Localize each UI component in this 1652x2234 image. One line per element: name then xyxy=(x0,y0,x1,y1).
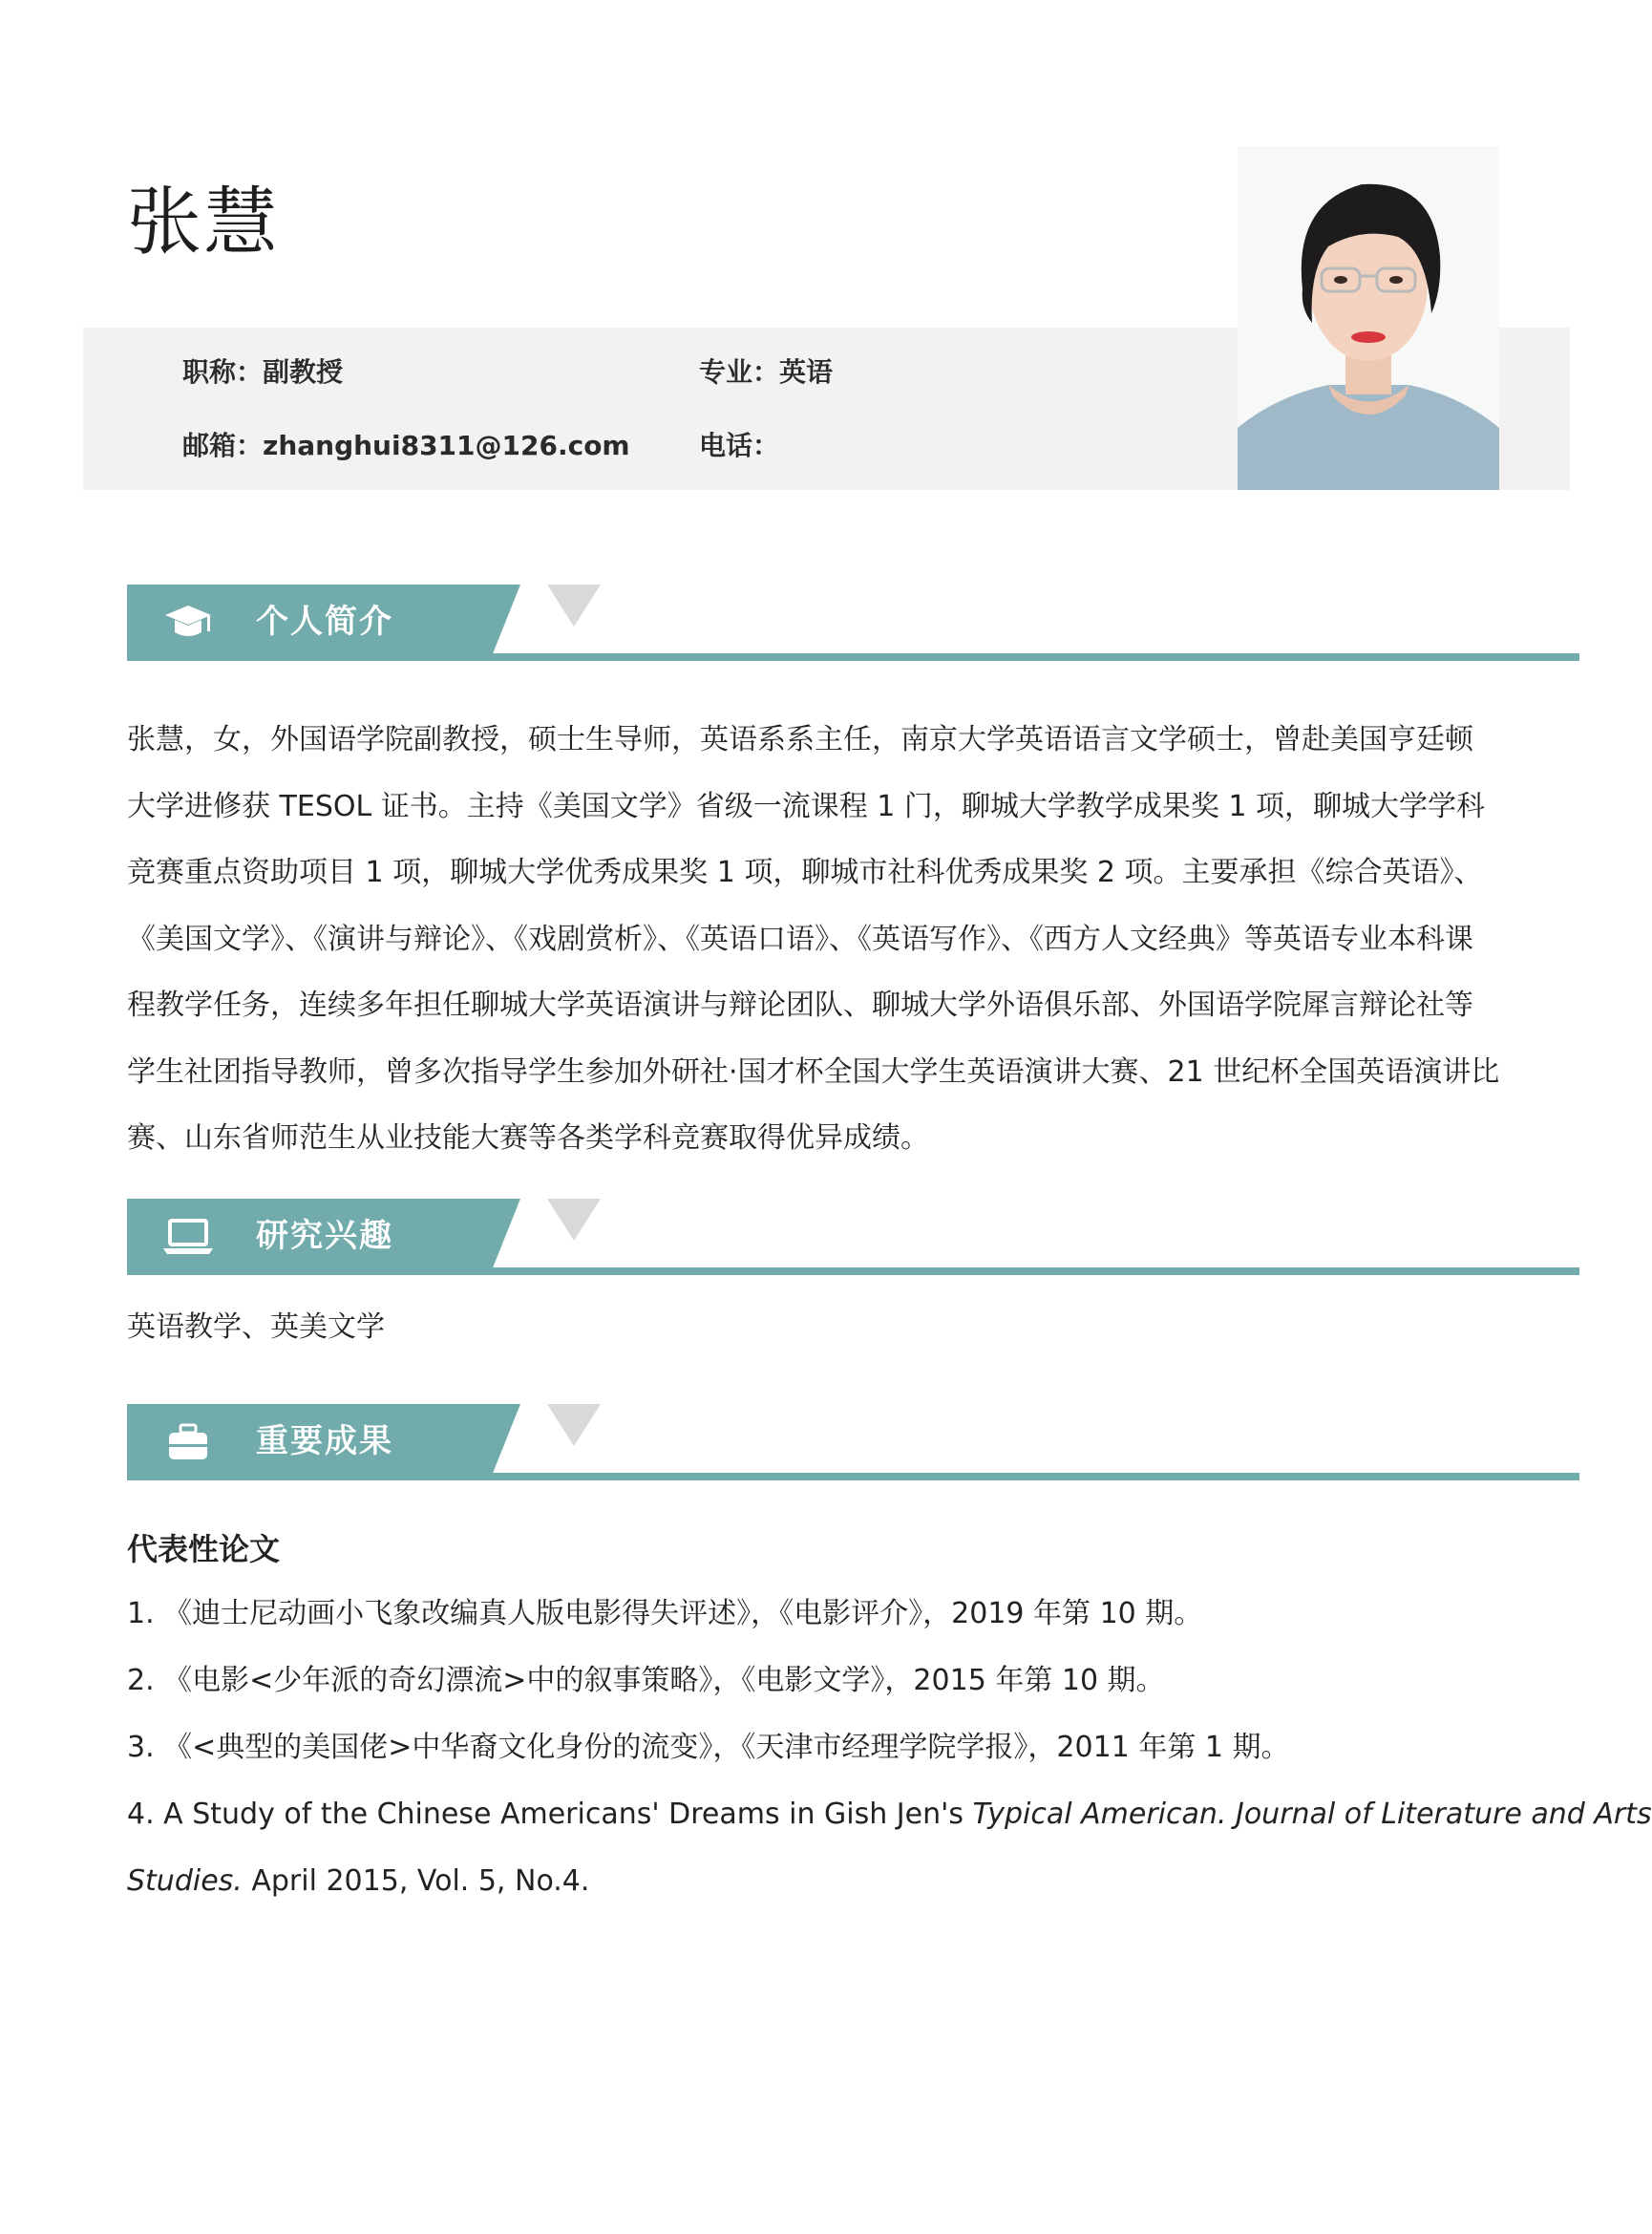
paper-item: 1. 《迪士尼动画小飞象改编真人版电影得失评述》，《电影评介》，2019 年第 10 期。 xyxy=(127,1597,1203,1630)
section-header-achievements xyxy=(127,1404,1579,1480)
title-field xyxy=(182,353,343,392)
graduation-cap-icon xyxy=(161,602,215,644)
major-value: 英语 xyxy=(779,356,834,388)
title-label: 职称： xyxy=(182,356,264,388)
paper-item-4-continued xyxy=(127,1862,589,1901)
phone-field xyxy=(699,427,779,465)
section-header-research xyxy=(127,1199,1579,1275)
section-title-intro: 个人简介 xyxy=(256,603,393,641)
section-title-research: 研究兴趣 xyxy=(256,1217,393,1255)
intro-line: 程教学任务，连续多年担任聊城大学英语演讲与辩论团队、聊城大学外语俱乐部、外国语学院犀言辩论社等 xyxy=(127,989,1473,1022)
portrait-photo xyxy=(1238,146,1499,490)
intro-line: 《美国文学》、《演讲与辩论》、《戏剧赏析》、《英语口语》、《英语写作》、《西方人文经典》等英语专业本科课 xyxy=(127,922,1473,956)
paper4-suffix: April 2015, Vol. 5, No.4. xyxy=(242,1864,590,1898)
paper4-journal: Typical American. Journal of Literature and Arts xyxy=(972,1798,1652,1831)
intro-line: 学生社团指导教师，曾多次指导学生参加外研社·国才杯全国大学生英语演讲大赛、21 世纪杯全国英语演讲比 xyxy=(127,1054,1500,1089)
paper4-prefix: 4. A Study of the Chinese Americans' Dreams in Gish Jen's xyxy=(127,1798,973,1831)
email-value: zhanghui8311@126.com xyxy=(263,430,630,461)
section-title-achievements: 重要成果 xyxy=(256,1422,393,1460)
paper-item: 2. 《电影<少年派的奇幻漂流>中的叙事策略》，《电影文学》，2015 年第 10 期。 xyxy=(127,1664,1165,1697)
major-field xyxy=(699,353,833,392)
briefcase-icon xyxy=(161,1421,215,1463)
intro-paragraph xyxy=(127,707,1531,1172)
paper4-journal-end: Studies. xyxy=(127,1864,243,1898)
email-label: 邮箱： xyxy=(182,430,264,461)
paper-item-4 xyxy=(127,1796,1652,1834)
phone-label: 电话： xyxy=(699,430,780,461)
title-value: 副教授 xyxy=(263,356,344,388)
section-header-intro xyxy=(127,585,1579,661)
intro-line: 赛、山东省师范生从业技能大赛等各类学科竞赛取得优异成绩。 xyxy=(127,1121,929,1155)
intro-line: 大学进修获 TESOL 证书。主持《美国文学》省级一流课程 1 门，聊城大学教学成果奖 1 项，聊城大学学科 xyxy=(127,789,1486,823)
person-name: 张慧 xyxy=(127,180,281,266)
major-label: 专业： xyxy=(699,356,780,388)
laptop-icon xyxy=(161,1216,215,1258)
paper-item: 3. 《<典型的美国佬>中华裔文化身份的流变》，《天津市经理学院学报》，2011 年第 1 期。 xyxy=(127,1731,1290,1764)
research-text: 英语教学、英美文学 xyxy=(127,1310,385,1344)
intro-line: 张慧，女，外国语学院副教授，硕士生导师，英语系系主任，南京大学英语语言文学硕士，曾赴美国亨廷顿 xyxy=(127,723,1473,756)
intro-line: 竞赛重点资助项目 1 项，聊城大学优秀成果奖 1 项，聊城市社科优秀成果奖 2 项。主要承担《综合英语》、 xyxy=(127,856,1483,889)
portrait-illustration xyxy=(1238,146,1499,490)
email-field xyxy=(182,427,630,465)
papers-heading: 代表性论文 xyxy=(127,1531,281,1567)
